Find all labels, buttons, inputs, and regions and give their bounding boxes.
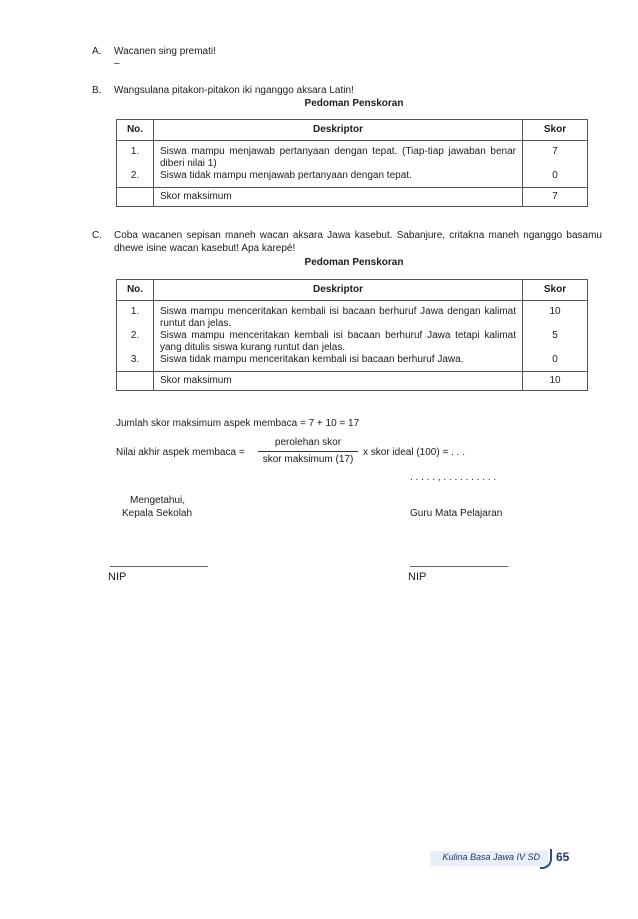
row-descriptor: Siswa mampu menjawab pertanyaan dengan tepat. (Tiap-tiap jawaban benar diberi nilai 1)	[160, 146, 516, 169]
header-score: Skor	[523, 120, 588, 141]
max-score-label: Skor maksimum	[154, 188, 523, 207]
table-header-row	[117, 280, 588, 301]
row-descriptor: Siswa tidak mampu menjawab pertanyaan dengan tepat.	[160, 170, 412, 181]
formula-tail: x skor ideal (100) = . . .	[363, 447, 465, 458]
total-max-score: Jumlah skor maksimum aspek membaca = 7 + 10 = 17	[116, 418, 360, 429]
teacher-nip: NIP	[408, 571, 427, 583]
table1-title: Pedoman Penskoran	[304, 98, 404, 109]
max-score-row	[117, 372, 588, 391]
footer-bracket-icon	[540, 849, 552, 869]
final-score-label: Nilai akhir aspek membaca =	[116, 447, 245, 458]
descriptor-cell	[154, 301, 523, 372]
header-no: No.	[117, 280, 154, 301]
descriptor-cell	[154, 141, 523, 188]
instruction-c-letter: C.	[92, 230, 102, 241]
acknowledged-label: Mengetahui,	[130, 495, 186, 506]
header-descriptor: Deskriptor	[154, 120, 523, 141]
row-score: 7	[552, 146, 558, 157]
teacher-title: Guru Mata Pelajaran	[410, 508, 503, 519]
scoring-table-1	[116, 119, 588, 207]
instruction-b-text: Wangsulana pitakon-pitakon iki nganggo aksara Latin!	[114, 85, 354, 96]
principal-nip: NIP	[108, 571, 127, 583]
fraction-bar	[258, 451, 358, 452]
table2-title: Pedoman Penskoran	[304, 257, 404, 268]
instruction-b-letter: B.	[92, 85, 102, 96]
number-cell	[117, 301, 154, 372]
blank-dash: –	[114, 58, 120, 69]
score-cell	[523, 141, 588, 188]
header-score: Skor	[523, 280, 588, 301]
max-score-value: 7	[523, 188, 588, 207]
row-number: 2.	[130, 330, 140, 341]
header-no: No.	[117, 120, 154, 141]
max-score-label: Skor maksimum	[154, 372, 523, 391]
row-number: 2.	[130, 170, 140, 181]
fraction-numerator: perolehan skor	[274, 437, 342, 448]
row-score: 0	[552, 354, 558, 365]
instruction-a-text: Wacanen sing premati!	[114, 46, 216, 57]
max-score-row	[117, 188, 588, 207]
row-score: 10	[549, 306, 561, 317]
table-body-row	[117, 301, 588, 372]
table-body-row	[117, 141, 588, 188]
scoring-table-2	[116, 279, 588, 391]
row-descriptor: Siswa mampu menceritakan kembali isi bacaan berhuruf Jawa dengan kalimat runtut dan jelas.	[160, 306, 516, 329]
empty-cell	[117, 372, 154, 391]
instruction-c	[92, 229, 602, 257]
principal-title: Kepala Sekolah	[122, 508, 193, 519]
teacher-signature-line	[410, 566, 508, 567]
row-descriptor: Siswa mampu menceritakan kembali isi bacaan berhuruf Jawa tetapi kalimat yang ditulis siswa kurang runtut dan jelas.	[160, 330, 516, 353]
row-score: 0	[552, 170, 558, 181]
number-cell	[117, 141, 154, 188]
row-score: 5	[552, 330, 558, 341]
fraction-denominator: skor maksimum (17)	[262, 454, 354, 465]
place-date-blank: . . . . . , . . . . . . . . . .	[410, 472, 497, 483]
instruction-c-text: Coba wacanen sepisan maneh wacan aksara Jawa kasebut. Sabanjure, critakna maneh nganggo basamu dhewe isine wacan kasebut! Apa karepé!	[114, 230, 602, 254]
table-header-row	[117, 120, 588, 141]
empty-cell	[117, 188, 154, 207]
principal-signature-line	[110, 566, 208, 567]
row-number: 1.	[130, 306, 140, 317]
instruction-a-letter: A.	[92, 46, 102, 57]
row-number: 3.	[130, 354, 140, 365]
header-descriptor: Deskriptor	[154, 280, 523, 301]
footer-book-title: Kulina Basa Jawa IV SD	[442, 852, 540, 862]
page-number: 65	[556, 850, 570, 864]
row-number: 1.	[130, 146, 140, 157]
score-cell	[523, 301, 588, 372]
row-descriptor: Siswa tidak mampu menceritakan kembali isi bacaan berhuruf Jawa.	[160, 354, 464, 365]
max-score-value: 10	[523, 372, 588, 391]
